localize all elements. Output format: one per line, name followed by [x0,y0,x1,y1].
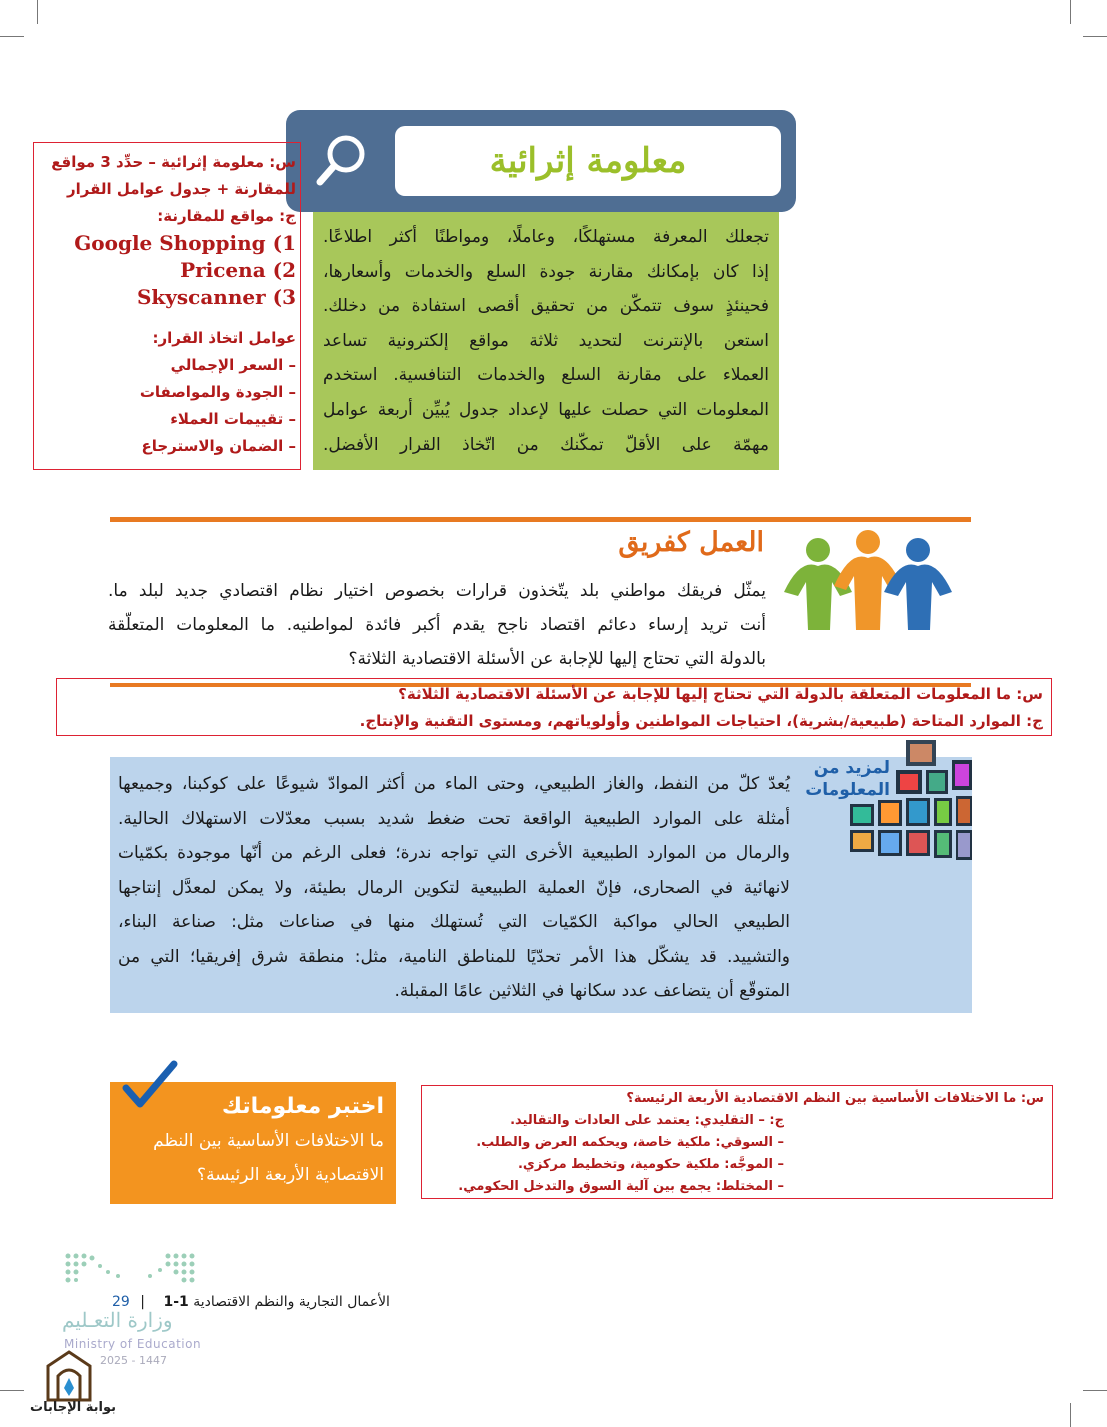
more-info-line: والتشييد. قد يشكّل هذا الأمر تحدّيًا للمناطق النامية، مثل: منطقة شرق إفريقيا؛ التي من [118,946,790,967]
chapter-title: الأعمال التجارية والنظم الاقتصادية [193,1294,390,1310]
answer-line: – الموجَّه: ملكية حكومية، وتخطيط مركزي. [517,1157,784,1172]
section-divider [110,517,971,522]
ministry-name-arabic: وزارة التعـليم [62,1308,173,1332]
answer-question-line: للمقارنة + جدول عوامل القرار [66,180,296,198]
answer-label: ج: مواقع للمقارنة: [157,207,296,225]
answer-line: س: ما الاختلافات الأساسية بين النظم الاقتصادية الأربعة الرئيسة؟ [626,1091,1044,1106]
checkmark-icon [120,1058,180,1118]
more-info-line: المتوقّع أن يتضاعف عدد سكانها في الثلاثين عامًا المقبلة. [394,981,790,1001]
answer-line: – المختلط: يجمع بين آلية السوق والتدخل الحكومي. [458,1179,784,1194]
answer-label: عوامل اتخاذ القرار: [152,329,296,347]
team-people-icon [780,530,955,635]
enrichment-line: فحينئذٍ سوف تتمكّن من تحقيق أقصى استفادة من دخلك. [323,296,769,317]
crop-mark [37,0,38,24]
teamwork-title: العمل كفريق [618,527,764,558]
answer-factor: – الجودة والمواصفات [139,383,296,401]
answer-line: ج: الموارد المتاحة (طبيعية/بشرية)، احتياجات المواطنين وأولوياتهم، ومستوى التقنية والإنتاج. [359,712,1043,730]
more-info-line: والرمال من الموارد الطبيعية الأخرى التي تواجه ندرة؛ فعلى الرغم من أنّها موجودة بكمّيات [118,843,790,863]
handwritten-answer-teamwork [56,678,1052,736]
photo-collage-icon [848,740,973,865]
more-info-title-line: المعلومات [805,780,890,800]
edition-year: 2025 - 1447 [100,1354,167,1367]
ministry-name-english: Ministry of Education [64,1337,202,1351]
enrichment-body [313,212,779,470]
teamwork-line: بالدولة التي تحتاج إليها للإجابة عن الأسئلة الاقتصادية الثلاثة؟ [348,649,766,669]
crop-mark [1083,36,1107,37]
more-info-line: الطبيعي الحالي مواكبة الكمّيات التي تُستهلك منها في صناعات مثل: صناعة البناء، [118,912,790,932]
more-info-title-line: لمزيد من [813,758,890,778]
answer-question-line: س: معلومة إثرائية – حدِّد 3 مواقع [51,153,296,171]
quiz-question-line: ما الاختلافات الأساسية بين النظم [153,1131,384,1151]
enrichment-line: تجعلك المعرفة مستهلكًا، وعاملًا، ومواطنًا أكثر اطلاعًا. [323,227,769,247]
handwritten-answer-quiz [421,1085,1053,1199]
answer-factor: – السعر الإجمالي [170,356,296,374]
quiz-question-line: الاقتصادية الأربعة الرئيسة؟ [197,1165,384,1185]
answer-factor: – تقييمات العملاء [170,410,296,428]
enrichment-line: مهمّة على الأقلّ تمكّنك من اتّخاذ القرار الأفضل. [323,434,769,455]
enrichment-title: معلومة إثرائية [489,141,687,181]
more-info-line: لانهائية في الصحارى، فإنّ العملية الطبيعية لتكوين الرمال بطيئة، ولا يمكن لمعدَّل إنتاجها [118,877,790,898]
answer-line: ج: – التقليدي: يعتمد على العادات والتقاليد. [510,1113,784,1128]
crop-mark [1083,1390,1107,1391]
answers-portal-name: بوابة الإجابات [30,1400,116,1415]
footer-separator: | [140,1294,145,1310]
section-number: 1-1 [163,1294,189,1310]
enrichment-line: المعلومات التي حصلت عليها لإعداد جدول يُبيِّن أربعة عوامل [323,399,769,420]
enrichment-title-box [395,126,781,196]
crop-mark [1070,1403,1071,1427]
crop-mark [1070,0,1071,24]
magnifier-icon [312,130,372,190]
quiz-question [120,1124,384,1192]
crop-mark [0,1390,24,1391]
page-number: 29 [112,1294,130,1310]
teamwork-line: يمثّل فريقك مواطني بلد يتّخذون قرارات بخصوص اختيار نظام اقتصادي جديد لبلد ما. [108,581,766,601]
answer-line: – السوقي: ملكية خاصة، ويحكمه العرض والطلب. [476,1135,784,1150]
answer-question-line: س: ما المعلومات المتعلقة بالدولة التي تحتاج إليها للإجابة عن الأسئلة الاقتصادية الثلاثة؟ [398,685,1043,703]
quiz-title: اختبر معلوماتك [221,1094,384,1119]
more-info-line: أمثلة على الموارد الطبيعية الواقعة تحت ضغط شديد بسبب معدّلات الاستهلاك الحالية. [118,808,790,829]
handwritten-answer-enrichment [33,142,301,470]
teamwork-line: أنت تريد إرساء دعائم اقتصاد ناجح يقدم أكبر فائدة لمواطنيه. ما المعلومات المتعلّقة [108,615,766,635]
teamwork-body [108,574,766,676]
answer-site: Pricena (2 [180,258,296,282]
answer-site: Skyscanner (3 [136,285,296,309]
enrichment-line: استعن بالإنترنت لتحديد ثلاثة مواقع إلكترونية تساعد [323,330,769,351]
answer-factor: – الضمان والاسترجاع [141,437,296,455]
enrichment-line: العملاء على مقارنة السلع والخدمات التنافسية. استخدم [323,365,769,386]
answer-site: Google Shopping (1 [74,231,296,255]
enrichment-line: إذا كان بإمكانك مقارنة جودة السلع والخدمات وأسعارها، [323,261,769,282]
answers-portal-logo-icon [38,1350,100,1402]
more-info-line: يُعدّ كلّ من النفط، والغاز الطبيعي، وحتى الماء من أكثر الموادّ شيوعًا على كوكبنا، وجميعها [118,774,790,794]
crop-mark [0,36,24,37]
